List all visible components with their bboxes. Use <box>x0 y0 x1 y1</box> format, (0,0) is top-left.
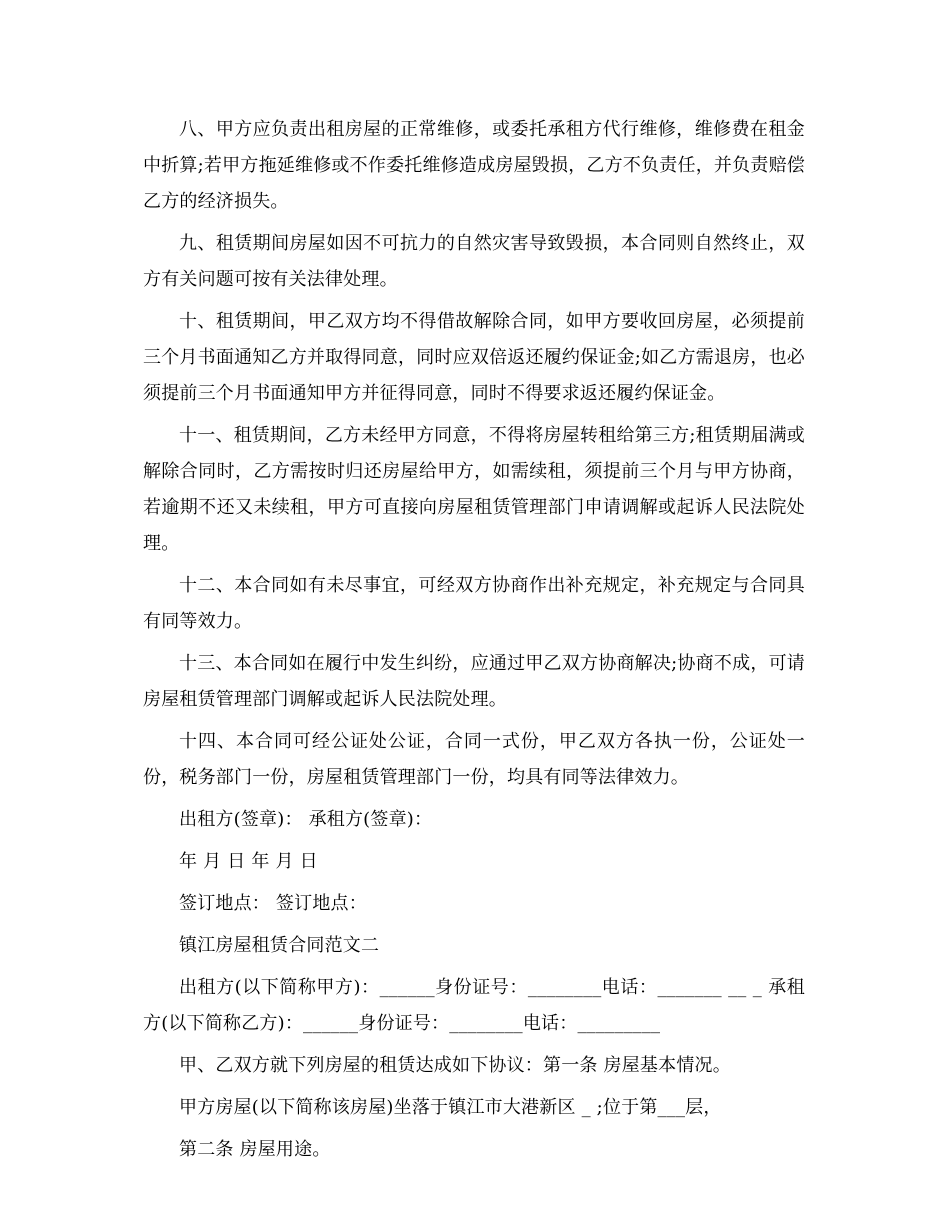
clause-11: 十一、租赁期间，乙方未经甲方同意，不得将房屋转租给第三方;租赁期届满或解除合同时，乙方需按时归还房屋给甲方，如需续租，须提前三个月与甲方协商，若逾期不还又未续租，甲方可直接向房屋租赁管理部门申请调解或起诉人民法院处理。 <box>143 425 805 554</box>
date-line: 年 月 日 年 月 日 <box>179 851 318 872</box>
clause-9: 九、租赁期间房屋如因不可抗力的自然灾害导致毁损，本合同则自然终止，双方有关问题可按有关法律处理。 <box>143 233 805 290</box>
clause-10: 十、租赁期间，甲乙双方均不得借故解除合同，如甲方要收回房屋，必须提前三个月书面通知乙方并取得同意，同时应双倍返还履约保证金;如乙方需退房，也必须提前三个月书面通知甲方并征得同意，同时不得要求返还履约保证金。 <box>143 311 805 404</box>
article-2-heading: 第二条 房屋用途。 <box>179 1139 331 1160</box>
sample-contract-title: 镇江房屋租赁合同范文二 <box>179 935 380 956</box>
clause-8: 八、甲方应负责出租房屋的正常维修，或委托承租方代行维修，维修费在租金中折算;若甲方拖延维修或不作委托维修造成房屋毁损，乙方不负责任，并负责赔偿乙方的经济损失。 <box>143 119 805 212</box>
party-info: 出租方(以下简称甲方)：______身份证号：________电话：_______ __ _ 承租方(以下简称乙方)：______身份证号：________电话：_________ <box>143 977 805 1034</box>
document-body <box>143 112 805 1174</box>
signing-place-line: 签订地点： 签订地点： <box>179 893 367 914</box>
agreement-intro: 甲、乙双方就下列房屋的租赁达成如下协议：第一条 房屋基本情况。 <box>179 1055 731 1076</box>
clause-13: 十三、本合同如在履行中发生纠纷，应通过甲乙双方协商解决;协商不成，可请房屋租赁管理部门调解或起诉人民法院处理。 <box>143 653 805 710</box>
clause-14: 十四、本合同可经公证处公证，合同一式份，甲乙双方各执一份，公证处一份，税务部门一份，房屋租赁管理部门一份，均具有同等法律效力。 <box>143 731 805 788</box>
property-location: 甲方房屋(以下简称该房屋)坐落于镇江市大港新区 _ ;位于第___层， <box>179 1097 722 1118</box>
signature-line: 出租方(签章)： 承租方(签章)： <box>179 809 433 830</box>
clause-12: 十二、本合同如有未尽事宜，可经双方协商作出补充规定，补充规定与合同具有同等效力。 <box>143 575 805 632</box>
